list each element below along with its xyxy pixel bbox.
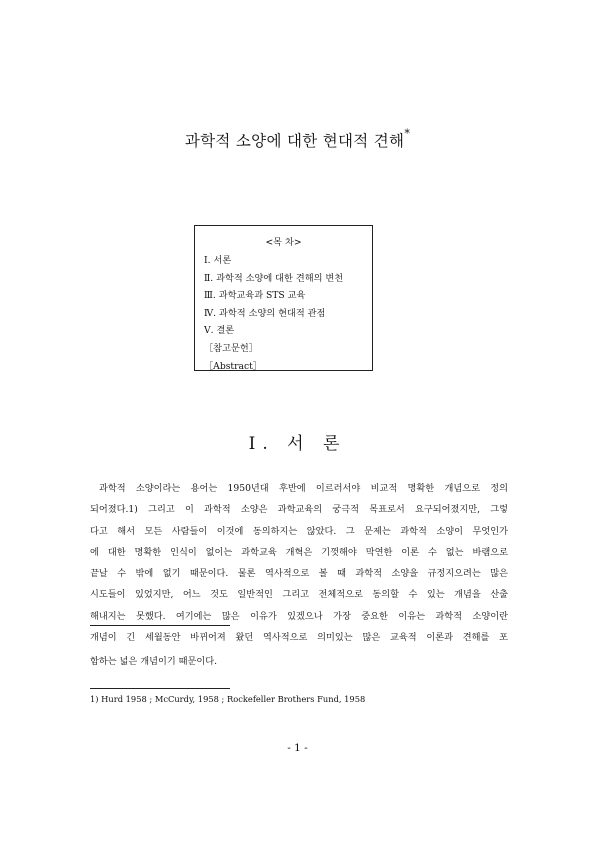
- toc-item-sts: Ⅲ. 과학교육과 STS 교육: [204, 290, 306, 302]
- body-line: 되어졌다.1) 그리고 이 과학적 소양은 과학교육의 궁극적 목표로서 요구되어졌지만, 그렇: [90, 504, 508, 516]
- body-line: 끝날 수 밖에 없기 때문이다. 물론 역사적으로 볼 때 과학적 소양을 규정지으려는 많은: [90, 568, 508, 580]
- paragraph-continuation: 함하는 넓은 개념이기 때문이다.: [90, 656, 218, 667]
- body-line: 에 대한 명확한 인식이 없이는 과학교육 개혁은 기껏해야 막연한 이론 수 없는 바램으로: [90, 546, 508, 558]
- toc-item-history: Ⅱ. 과학적 소양에 대한 견해의 변천: [204, 272, 344, 284]
- body-line: 해내지는 못했다. 여기에는 많은 이유가 있겠으나 가장 중요한 이유는 과학적 소양이란: [90, 610, 508, 622]
- paper-title-text: 과학적 소양에 대한 현대적 견해: [184, 132, 405, 150]
- body-line: 과학적 소양이라는 용어는 1950년대 후반에 이르러서야 비교적 명확한 개념으로 정의: [99, 483, 508, 494]
- body-line: 개념이 긴 세월동안 바뀌어져 왔던 역사적으로 의미있는 많은 교육적 이론과 견해를 포: [90, 632, 508, 644]
- toc-heading: <목 차>: [265, 237, 302, 248]
- section-heading: Ⅰ. 서 론: [248, 434, 347, 454]
- toc-item-introduction: Ⅰ. 서론: [204, 255, 232, 266]
- toc-item-modern-view: Ⅳ. 과학적 소양의 현대적 관점: [204, 307, 326, 319]
- toc-item-conclusion: Ⅴ. 결론: [204, 325, 235, 337]
- title-footnote-mark: *: [404, 127, 411, 140]
- paper-title: [0, 129, 595, 151]
- body-line: 시도들이 있었지만, 어느 것도 일반적인 그리고 전체적으로 동의할 수 있는 개념을 산출: [90, 589, 508, 601]
- page-number: - 1 -: [287, 742, 308, 754]
- toc-list: [204, 252, 343, 375]
- table-of-contents: [194, 225, 373, 371]
- footnote-divider: [90, 688, 230, 689]
- toc-item-references: ［참고문헌］: [204, 342, 258, 354]
- toc-item-abstract: ［Abstract］: [204, 360, 263, 372]
- footnote: 1) Hurd 1958 ; McCurdy, 1958 ; Rockefeller Brothers Fund, 1958: [90, 694, 366, 704]
- body-line: 다고 해서 모든 사람들이 이것에 동의하지는 않았다. 그 문제는 과학적 소양이 무엇인가: [90, 525, 508, 537]
- divider-rule: [90, 625, 230, 626]
